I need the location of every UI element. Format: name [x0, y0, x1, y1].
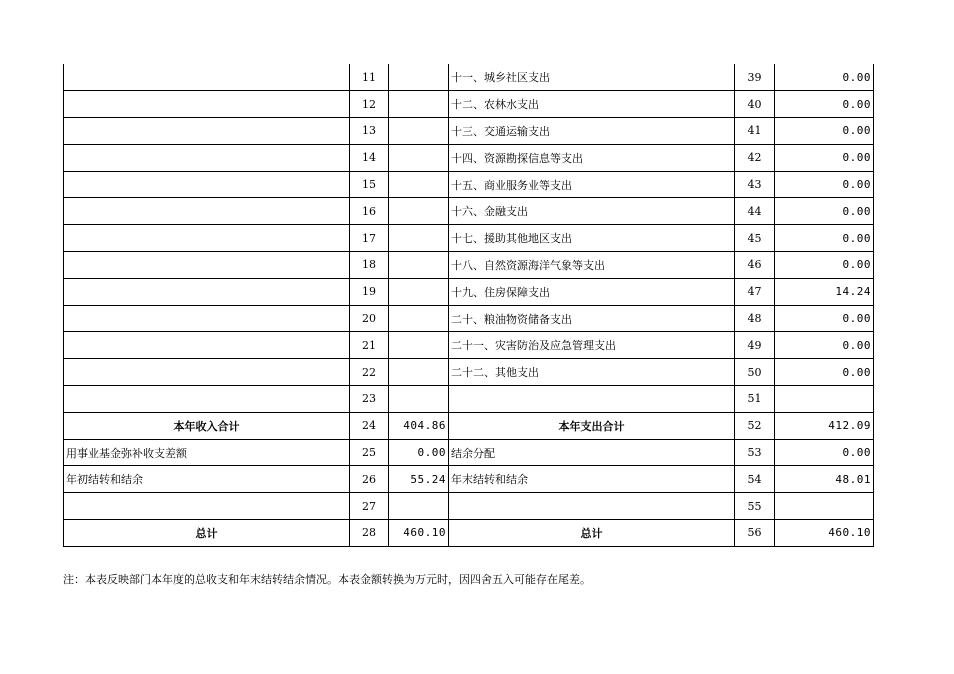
table-row [64, 252, 874, 279]
income-line-number-cell: 24 [350, 412, 389, 439]
income-item-cell [64, 493, 350, 520]
income-item-cell [64, 252, 350, 279]
table-row [64, 466, 874, 493]
expenditure-amount-cell: 0.00 [775, 439, 874, 466]
table-row [64, 332, 874, 359]
table-row [64, 439, 874, 466]
expenditure-amount-cell: 0.00 [775, 332, 874, 359]
income-amount-cell [389, 252, 449, 279]
expenditure-line-number-cell: 42 [735, 144, 775, 171]
income-amount-cell: 55.24 [389, 466, 449, 493]
table-row [64, 198, 874, 225]
table-row [64, 225, 874, 252]
income-item-cell [64, 278, 350, 305]
expenditure-line-number-cell: 49 [735, 332, 775, 359]
expenditure-amount-cell [775, 493, 874, 520]
expenditure-amount-cell: 48.01 [775, 466, 874, 493]
expenditure-line-number-cell: 47 [735, 278, 775, 305]
income-line-number-cell: 15 [350, 171, 389, 198]
income-line-number-cell: 17 [350, 225, 389, 252]
income-amount-cell [389, 198, 449, 225]
expenditure-amount-cell: 0.00 [775, 225, 874, 252]
table-row [64, 278, 874, 305]
income-expenditure-table [63, 64, 874, 547]
expenditure-item-cell: 本年支出合计 [449, 412, 735, 439]
income-item-cell [64, 91, 350, 118]
table-footnote: 注：本表反映部门本年度的总收支和年末结转结余情况。本表金额转换为万元时，因四舍五入可能存在尾差。 [63, 573, 591, 586]
income-item-cell: 总计 [64, 520, 350, 547]
income-amount-cell [389, 225, 449, 252]
income-line-number-cell: 18 [350, 252, 389, 279]
expenditure-amount-cell: 412.09 [775, 412, 874, 439]
table-row [64, 520, 874, 547]
table-row [64, 386, 874, 413]
income-line-number-cell: 20 [350, 305, 389, 332]
expenditure-amount-cell: 14.24 [775, 278, 874, 305]
expenditure-amount-cell: 0.00 [775, 305, 874, 332]
income-item-cell [64, 118, 350, 145]
expenditure-line-number-cell: 51 [735, 386, 775, 413]
table-row [64, 359, 874, 386]
expenditure-item-cell: 十九、住房保障支出 [449, 278, 735, 305]
expenditure-line-number-cell: 41 [735, 118, 775, 145]
income-line-number-cell: 21 [350, 332, 389, 359]
income-amount-cell [389, 359, 449, 386]
expenditure-amount-cell: 0.00 [775, 118, 874, 145]
income-amount-cell: 460.10 [389, 520, 449, 547]
expenditure-item-cell: 二十、粮油物资储备支出 [449, 305, 735, 332]
expenditure-line-number-cell: 45 [735, 225, 775, 252]
income-amount-cell: 0.00 [389, 439, 449, 466]
income-line-number-cell: 16 [350, 198, 389, 225]
expenditure-amount-cell: 0.00 [775, 64, 874, 91]
income-amount-cell [389, 386, 449, 413]
income-item-cell [64, 64, 350, 91]
table-row [64, 118, 874, 145]
income-line-number-cell: 23 [350, 386, 389, 413]
expenditure-item-cell: 十四、资源勘探信息等支出 [449, 144, 735, 171]
income-line-number-cell: 11 [350, 64, 389, 91]
expenditure-item-cell: 十六、金融支出 [449, 198, 735, 225]
expenditure-line-number-cell: 50 [735, 359, 775, 386]
expenditure-item-cell: 十三、交通运输支出 [449, 118, 735, 145]
expenditure-item-cell: 总计 [449, 520, 735, 547]
income-item-cell [64, 198, 350, 225]
income-amount-cell [389, 305, 449, 332]
income-line-number-cell: 14 [350, 144, 389, 171]
income-item-cell: 年初结转和结余 [64, 466, 350, 493]
expenditure-line-number-cell: 54 [735, 466, 775, 493]
expenditure-line-number-cell: 39 [735, 64, 775, 91]
expenditure-item-cell: 十二、农林水支出 [449, 91, 735, 118]
income-amount-cell [389, 64, 449, 91]
expenditure-line-number-cell: 55 [735, 493, 775, 520]
income-amount-cell [389, 91, 449, 118]
income-line-number-cell: 28 [350, 520, 389, 547]
income-item-cell: 用事业基金弥补收支差额 [64, 439, 350, 466]
income-item-cell [64, 305, 350, 332]
expenditure-line-number-cell: 40 [735, 91, 775, 118]
income-line-number-cell: 22 [350, 359, 389, 386]
table-row [64, 305, 874, 332]
expenditure-amount-cell: 0.00 [775, 171, 874, 198]
expenditure-item-cell [449, 493, 735, 520]
expenditure-line-number-cell: 46 [735, 252, 775, 279]
income-item-cell [64, 332, 350, 359]
income-item-cell [64, 359, 350, 386]
income-item-cell [64, 225, 350, 252]
income-item-cell: 本年收入合计 [64, 412, 350, 439]
income-line-number-cell: 12 [350, 91, 389, 118]
table-body [64, 64, 874, 546]
expenditure-item-cell: 十一、城乡社区支出 [449, 64, 735, 91]
income-line-number-cell: 26 [350, 466, 389, 493]
expenditure-amount-cell: 0.00 [775, 144, 874, 171]
income-amount-cell [389, 171, 449, 198]
income-amount-cell: 404.86 [389, 412, 449, 439]
income-line-number-cell: 25 [350, 439, 389, 466]
expenditure-line-number-cell: 48 [735, 305, 775, 332]
expenditure-amount-cell: 0.00 [775, 91, 874, 118]
income-item-cell [64, 171, 350, 198]
expenditure-line-number-cell: 56 [735, 520, 775, 547]
income-amount-cell [389, 278, 449, 305]
table-row [64, 64, 874, 91]
expenditure-amount-cell: 0.00 [775, 252, 874, 279]
income-line-number-cell: 27 [350, 493, 389, 520]
expenditure-amount-cell [775, 386, 874, 413]
expenditure-item-cell: 二十二、其他支出 [449, 359, 735, 386]
income-amount-cell [389, 332, 449, 359]
income-amount-cell [389, 144, 449, 171]
income-amount-cell [389, 118, 449, 145]
expenditure-amount-cell: 0.00 [775, 198, 874, 225]
expenditure-item-cell: 二十一、灾害防治及应急管理支出 [449, 332, 735, 359]
table-row [64, 171, 874, 198]
income-line-number-cell: 19 [350, 278, 389, 305]
table-row [64, 144, 874, 171]
expenditure-item-cell [449, 386, 735, 413]
expenditure-item-cell: 年末结转和结余 [449, 466, 735, 493]
income-amount-cell [389, 493, 449, 520]
table-row [64, 91, 874, 118]
table-row [64, 412, 874, 439]
income-item-cell [64, 386, 350, 413]
expenditure-amount-cell: 460.10 [775, 520, 874, 547]
income-item-cell [64, 144, 350, 171]
expenditure-item-cell: 十八、自然资源海洋气象等支出 [449, 252, 735, 279]
expenditure-line-number-cell: 53 [735, 439, 775, 466]
expenditure-amount-cell: 0.00 [775, 359, 874, 386]
expenditure-item-cell: 结余分配 [449, 439, 735, 466]
expenditure-line-number-cell: 52 [735, 412, 775, 439]
expenditure-line-number-cell: 43 [735, 171, 775, 198]
expenditure-line-number-cell: 44 [735, 198, 775, 225]
income-line-number-cell: 13 [350, 118, 389, 145]
expenditure-item-cell: 十五、商业服务业等支出 [449, 171, 735, 198]
table-row [64, 493, 874, 520]
expenditure-item-cell: 十七、援助其他地区支出 [449, 225, 735, 252]
